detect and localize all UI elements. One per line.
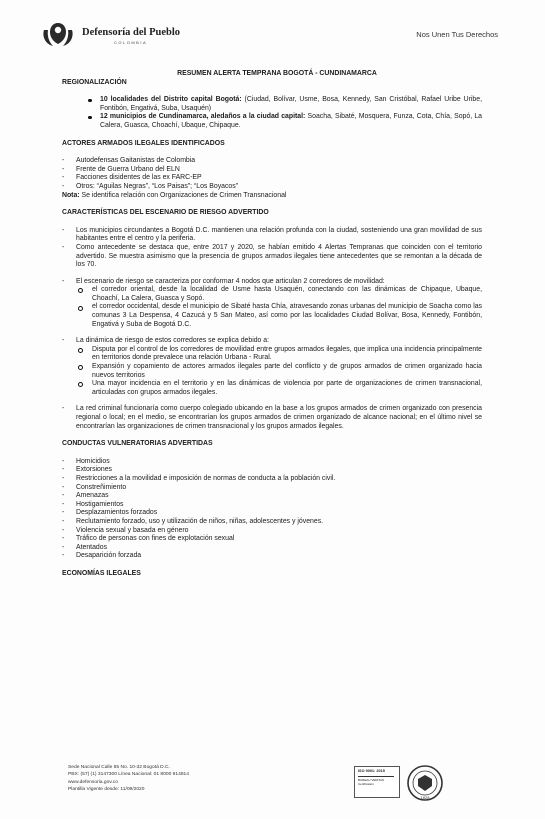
list-item: - Constreñimiento [62, 484, 482, 493]
list-item: - Otros: “Aguilas Negras”, “Los Paisas”; “Los Boyacos” [62, 183, 482, 192]
list-item: - Atentados [62, 544, 482, 553]
footer-website: www.defensoria.gov.co [68, 779, 118, 785]
dinamica-list [62, 346, 482, 398]
paragraph-item: - Los municipios circundantes a Bogotá D.C. mantienen una relación profunda con la ciudad, sosteniendo una gran movilidad de sus habitantes entre el centro y la periferia. [62, 227, 482, 244]
cert-divider [358, 776, 394, 777]
cert-bureau-sub: Certification [358, 781, 374, 786]
page-header [40, 20, 510, 52]
iso-certification-badge [354, 766, 400, 798]
section-heading-economias: ECONOMÍAS ILEGALES [62, 569, 141, 577]
list-item: - Frente de Guerra Urbano del ELN [62, 166, 482, 175]
footer-contact [68, 764, 189, 794]
sub-list-item: Expansión y copamiento de actores armados ilegales parte del conflicto y de grupos armados de crimen organizado hacia nuevos territorios [62, 363, 482, 380]
section-heading-conductas: CONDUCTAS VULNERATORIAS ADVERTIDAS [62, 440, 213, 448]
footer-phone: PBX: (57) (1) 3147300 Línea Nacional: 01 8000 914814 [68, 772, 189, 778]
list-item: - Autodefensas Gaitanistas de Colombia [62, 157, 482, 166]
cert-bureau-name: BUREAU VERITAS [358, 778, 384, 782]
sub-list-item: Una mayor incidencia en el territorio y en las dinámicas de violencia por parte de organizaciones de crimen transnacional, articuladas con grupos armados ilegales. [62, 380, 482, 397]
sub-list-item: Disputa por el control de los corredores de movilidad entre grupos armados ilegales, que implica una incidencia principalmente en territorios donde prevalece una relación Urbana - Rural. [62, 346, 482, 363]
footer-address: Sede Nacional Calle 55 No. 10-32 Bogotá D.C. [68, 765, 170, 770]
paragraph-text: El escenario de riesgo se caracteriza por conformar 4 nodos que articulan 2 corredores de movilidad: [76, 277, 385, 285]
list-item [62, 113, 482, 130]
section-heading-actores: ACTORES ARMADOS ILEGALES IDENTIFICADOS [62, 139, 225, 147]
list-item-bold: 10 localidades del Distrito capital Bogotá: [100, 96, 242, 104]
list-item: - Desaparición forzada [62, 552, 482, 561]
sub-list-item: el corredor occidental, desde el municipio de Sibaté hasta Chía, atravesando zonas urbanas del municipio de Soacha como las comunas 3 La Despensa, 4 Cazucá y 5 San Mateo, así como por las localidades Ciudad Bolívar, Bosa, Kennedy, Fontibón, Engativá y Suba de Bogotá D.C. [62, 303, 482, 329]
org-subtitle: COLOMBIA [114, 40, 148, 45]
org-name: Defensoría del Pueblo [82, 27, 180, 38]
paragraph-item [62, 337, 482, 397]
section-heading-regionalizacion: REGIONALIZACIÓN [62, 78, 127, 86]
corredores-list [62, 286, 482, 329]
seal-year: 1828 [420, 795, 430, 800]
list-item: - Desplazamientos forzados [62, 509, 482, 518]
paragraph-item: - Como antecedente se destaca que, entre 2017 y 2020, se habían emitido 4 Alertas Tempranas que coinciden con el territorio advertido. Se muestra asimismo que la presencia de grupos armados ilegales tiene antecedentes que se remontan a la década de los 70. [62, 244, 482, 270]
list-item: - Homicidios [62, 458, 482, 467]
cert-bureau-label [358, 779, 384, 786]
list-item: - Amenazas [62, 492, 482, 501]
actores-note [62, 192, 482, 201]
paragraph-text: La dinámica de riesgo de estos corredores se explica debido a: [76, 337, 270, 345]
sub-list-item: el corredor oriental, desde la localidad de Usme hasta Usaquén, conectando con las dinámicas de Chipaque, Ubaque, Choachí, La Calera, Guasca y Sopó. [62, 286, 482, 303]
cert-iso-label: ISO 9001: 2015 [358, 769, 385, 773]
footer-template-date: Plantilla Vigente desde: 11/09/2020 [68, 787, 145, 793]
list-item: - Tráfico de personas con fines de explotación sexual [62, 535, 482, 544]
document-body [62, 70, 482, 579]
list-item [62, 96, 482, 113]
header-slogan: Nos Unen Tus Derechos [416, 30, 498, 39]
list-item: - Extorsiones [62, 466, 482, 475]
defensoria-logo-icon [40, 20, 76, 48]
list-item-text: (Ciudad, Bolívar, Usme, Bosa, Kennedy, San Cristóbal, Rafael Uribe Uribe, Fontibón, Engativá, Suba, Usaquén) [100, 96, 482, 112]
document-title: RESUMEN ALERTA TEMPRANA BOGOTÁ - CUNDINAMARCA [177, 70, 377, 77]
caracteristicas-list [62, 227, 482, 431]
list-item: - Reclutamiento forzado, uso y utilización de niños, niñas, adolescentes y jóvenes. [62, 518, 482, 527]
list-item: - Facciones disidentes de las ex FARC-EP [62, 174, 482, 183]
list-item: - Violencia sexual y basada en género [62, 527, 482, 536]
conductas-list [62, 458, 482, 561]
paragraph-item: - La red criminal funcionaría como cuerpo colegiado ubicando en la base a los grupos armados de crimen organizado con presencia regional o local; en el medio, se encontrarían los grupos armados de crimen organizado de alcance nacional; en el último nivel se encontrarían las organizaciones de crimen transnacional y los grupos armados ilegales. [62, 405, 482, 431]
bureau-veritas-seal-icon [406, 764, 444, 802]
page-footer [68, 764, 488, 804]
list-item-bold: 12 municipios de Cundinamarca, aledaños a la ciudad capital: [100, 113, 306, 121]
note-label: Nota: [62, 191, 80, 199]
list-item: - Hostigamientos [62, 501, 482, 510]
regionalizacion-list [62, 96, 482, 130]
paragraph-item [62, 278, 482, 330]
note-text: Se identifica relación con Organizaciones de Crimen Transnacional [79, 191, 287, 199]
actores-list [62, 157, 482, 191]
list-item-text: Soacha, Sibaté, Mosquera, Funza, Cota, Chía, Sopó, La Calera, Guasca, Choachí, Ubaque, Chipaque. [100, 113, 482, 129]
section-heading-caracteristicas: CARACTERÍSTICAS DEL ESCENARIO DE RIESGO ADVERTIDO [62, 209, 269, 217]
list-item: - Restricciones a la movilidad e imposición de normas de conducta a la población civil. [62, 475, 482, 484]
